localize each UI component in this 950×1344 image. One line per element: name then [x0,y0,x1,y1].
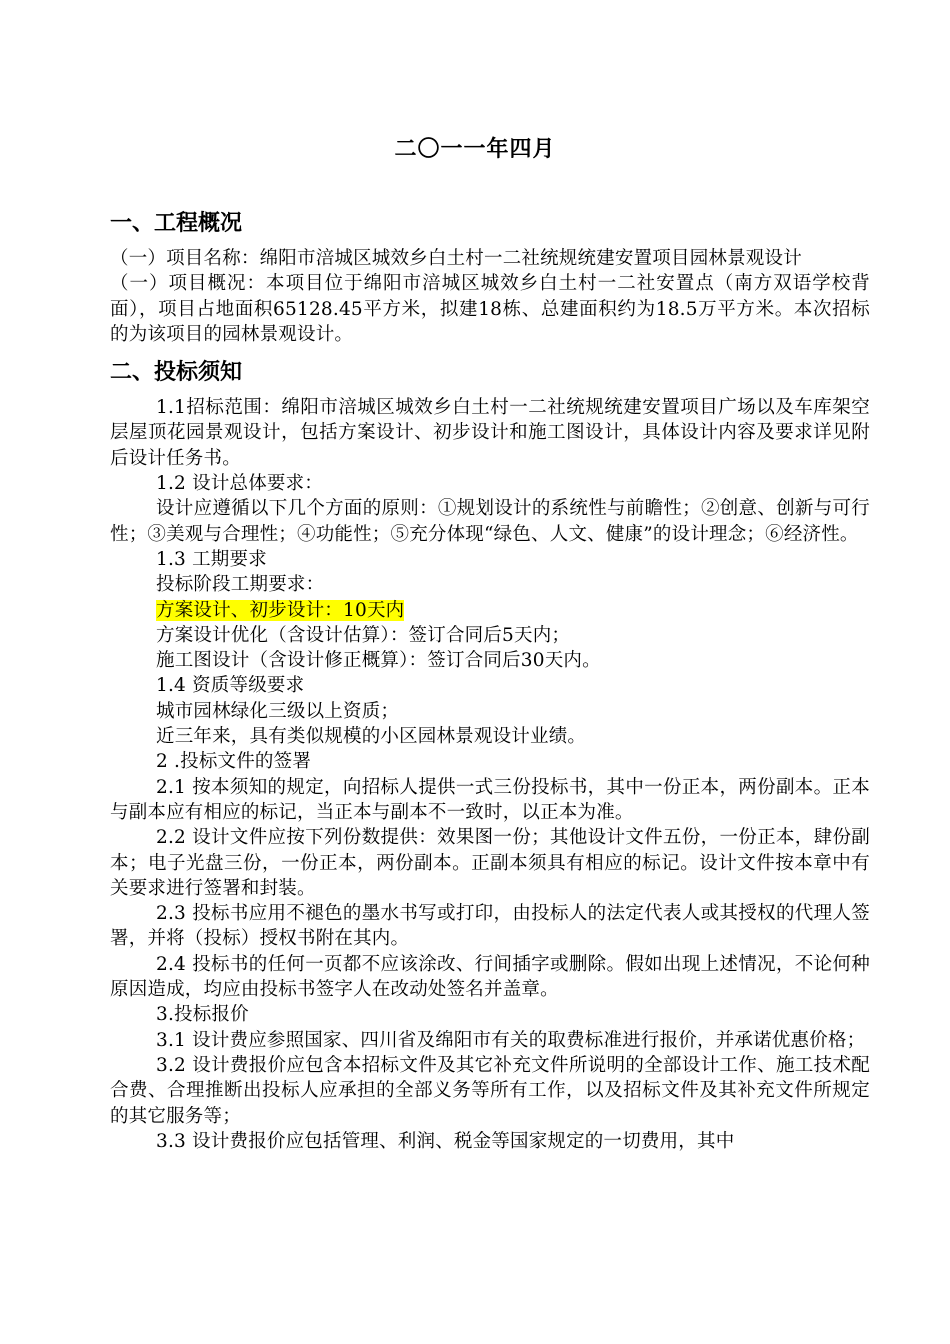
pricing-paragraph: 3.1 设计费应参照国家、四川省及绵阳市有关的取费标准进行报价，并承诺优惠价格； [156,1029,866,1051]
pricing-paragraph: 3.2 设计费报价应包含本招标文件及其它补充文件所说明的全部设计工作、施工技术配合费、合理推断出投标人应承担的全部义务等所有工作，以及招标文件及其补充文件所规定的其它服务等； [110,1054,870,1127]
schedule-item-highlighted [110,598,870,623]
section-heading-instructions: 二、投标须知 [110,360,243,386]
project-overview-paragraph: （一）项目概况：本项目位于绵阳市涪城区城效乡白土村一二社安置点（南方双语学校背面），项目占地面积65128.45平方米，拟建18栋、总建面积约为18.5万平方米。本次招标的为该项目的园林景观设计。 [110,273,870,345]
qualification-item: 近三年来，具有类似规模的小区园林景观设计业绩。 [156,726,587,748]
design-principles-paragraph: 设计应遵循以下几个方面的原则：①规划设计的系统性与前瞻性；②创意、创新与可行性；③美观与合理性；④功能性；⑤充分体现“绿色、人文、健康”的设计理念；⑥经济性。 [110,498,870,545]
schedule-intro: 投标阶段工期要求： [156,574,325,596]
schedule-item: 施工图设计（含设计修正概算）：签订合同后30天内。 [156,650,601,672]
signing-paragraph: 2.2 设计文件应按下列份数提供：效果图一份；其他设计文件五份，一份正本，肆份副本；电子光盘三份，一份正本，两份副本。正副本须具有相应的标记。设计文件按本章中有关要求进行签署和封装。 [110,827,870,899]
qualification-heading: 1.4 资质等级要求 [156,675,305,697]
pricing-heading: 3.投标报价 [156,1004,249,1026]
signing-paragraph: 2.4 投标书的任何一页都不应该涂改、行间插字或删除。假如出现上述情况，不论何种原因造成，均应由投标书签字人在改动处签名并盖章。 [110,953,870,1001]
schedule-heading: 1.3 工期要求 [156,548,267,570]
design-requirements-heading: 1.2 设计总体要求： [156,473,324,495]
signing-paragraph: 2.1 按本须知的规定，向招标人提供一式三份投标书，其中一份正本，两份副本。正本与副本应有相应的标记，当正本与副本不一致时，以正本为准。 [110,776,870,823]
highlighted-text: 方案设计、初步设计：10天内 [156,599,405,621]
signing-heading: 2 .投标文件的签署 [156,751,312,773]
signing-paragraph: 2.3 投标书应用不褪色的墨水书写或打印，由投标人的法定代表人或其授权的代理人签署，并将（投标）授权书附在其内。 [110,903,870,950]
schedule-item: 方案设计优化（含设计估算）：签订合同后5天内； [156,624,571,646]
document-date: 二〇一一年四月 [394,137,556,162]
qualification-item: 城市园林绿化三级以上资质； [156,700,400,722]
bid-scope-paragraph: 1.1招标范围：绵阳市涪城区城效乡白土村一二社统规统建安置项目广场以及车库架空层屋顶花园景观设计，包括方案设计、初步设计和施工图设计，具体设计内容及要求详见附后设计任务书。 [110,397,870,469]
project-name-paragraph: （一）项目名称：绵阳市涪城区城效乡白土村一二社统规统建安置项目园林景观设计 [110,248,802,269]
section-heading-overview: 一、工程概况 [110,211,243,236]
pricing-paragraph: 3.3 设计费报价应包括管理、利润、税金等国家规定的一切费用，其中 [156,1130,735,1152]
document-body [110,208,870,1154]
